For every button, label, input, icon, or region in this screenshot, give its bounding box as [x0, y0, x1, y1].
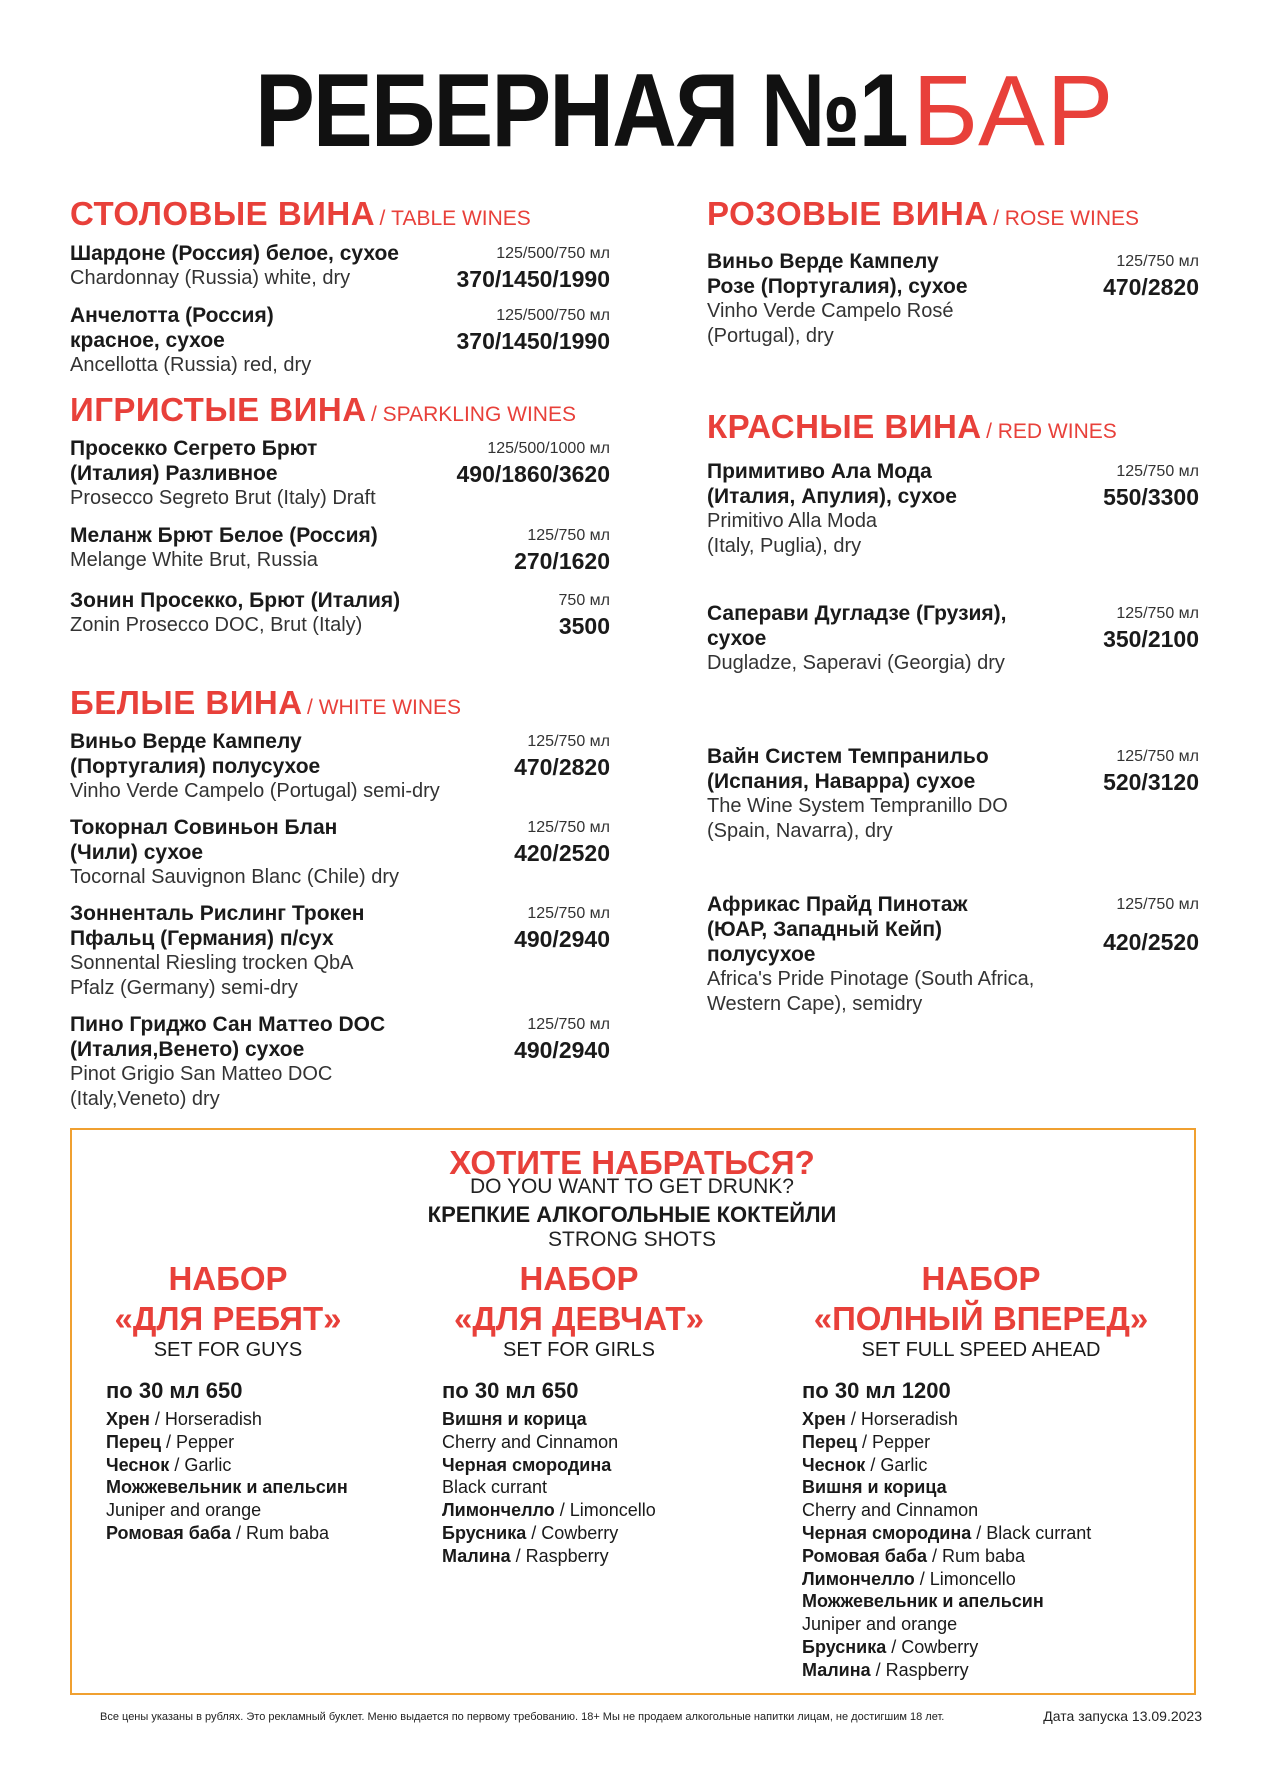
- set-ingredient: [802, 1431, 930, 1454]
- wine-name-ru: красное, сухое: [70, 329, 225, 352]
- ingredient-ru: Малина: [802, 1659, 871, 1680]
- set-ingredient: [802, 1408, 958, 1431]
- wine-volume: 125/750 мл: [1116, 896, 1199, 913]
- wine-volume: 125/500/750 мл: [496, 307, 610, 324]
- set-price: по 30 мл 1200: [802, 1378, 951, 1403]
- ingredient-ru: Перец: [802, 1431, 858, 1452]
- wine-name-ru: Саперави Дугладзе (Грузия),: [707, 602, 1007, 625]
- wine-name-ru: (Италия) Разливное: [70, 462, 278, 485]
- section-title-ru: БЕЛЫЕ ВИНА: [70, 684, 303, 721]
- wine-name-ru: Пфальц (Германия) п/сух: [70, 927, 334, 950]
- wine-name-en: Chardonnay (Russia) white, dry: [70, 267, 351, 289]
- ingredient-en: / Cowberry: [886, 1637, 979, 1657]
- wine-name-en: (Italy, Puglia), dry: [707, 535, 862, 557]
- ingredient-ru: Чеснок: [802, 1454, 866, 1475]
- logo-bar: БАР: [912, 55, 1116, 167]
- wine-name-ru: (Чили) сухое: [70, 841, 204, 864]
- section-heading: [70, 393, 576, 427]
- wine-price: 370/1450/1990: [456, 328, 610, 354]
- set-ingredient: [802, 1613, 957, 1636]
- wine-volume: 125/750 мл: [1116, 253, 1199, 270]
- set-ingredient: [802, 1659, 969, 1682]
- ingredient-en: / Pepper: [161, 1431, 235, 1452]
- wine-volume: 125/750 мл: [527, 905, 610, 922]
- set-ingredient: [802, 1545, 1025, 1568]
- promo-subtitle: DO YOU WANT TO GET DRUNK?: [469, 1175, 794, 1198]
- wine-item: [70, 901, 610, 1001]
- wine-volume: 125/500/1000 мл: [487, 440, 610, 457]
- ingredient-ru: Хрен: [106, 1409, 150, 1429]
- ingredient-en: / Limoncello: [554, 1500, 656, 1521]
- logo-name: РЕБЕРНАЯ №1: [254, 53, 907, 169]
- wine-price: 470/2820: [1103, 274, 1199, 300]
- section-heading: [707, 410, 1117, 444]
- wine-name-ru: Африкас Прайд Пинотаж: [707, 893, 968, 916]
- wine-name-en: Pinot Grigio San Matteo DOC: [70, 1063, 333, 1085]
- wine-price: 270/1620: [514, 548, 610, 574]
- wine-name-en: Africa's Pride Pinotage (South Africa,: [707, 968, 1035, 990]
- ingredient-ru: Чеснок: [106, 1454, 170, 1475]
- set-ingredient: [106, 1499, 261, 1522]
- section-title-ru: РОЗОВЫЕ ВИНА: [707, 195, 989, 232]
- ingredient-ru: Перец: [106, 1431, 162, 1452]
- ingredient-ru: Можжевельник и апельсин: [106, 1477, 348, 1498]
- wine-name-ru: Зонненталь Рислинг Трокен: [70, 902, 365, 925]
- wine-name-ru: Шардоне (Россия) белое, сухое: [70, 242, 399, 265]
- wine-name-en: Pfalz (Germany) semi-dry: [70, 977, 298, 999]
- wine-name-en: (Italy,Veneto) dry: [70, 1088, 220, 1110]
- wine-item: [707, 744, 1199, 844]
- wine-name-ru: Виньо Верде Кампелу: [70, 730, 302, 753]
- wine-name-en: Vinho Verde Campelo (Portugal) semi-dry: [70, 780, 440, 802]
- set-ingredient: [802, 1590, 1044, 1613]
- wine-name-en: Zonin Prosecco DOC, Brut (Italy): [70, 614, 363, 636]
- ingredient-ru: Лимончелло: [802, 1568, 915, 1589]
- ingredient-ru: Брусника: [442, 1523, 527, 1543]
- ingredient-en: / Rum baba: [231, 1523, 330, 1543]
- wine-price: 350/2100: [1103, 626, 1199, 652]
- wine-item: [707, 601, 1199, 676]
- set-ingredient: [106, 1431, 234, 1454]
- wine-name-ru: (Португалия) полусухое: [70, 755, 321, 778]
- wine-price: 470/2820: [514, 754, 610, 780]
- wine-item: [70, 1012, 610, 1112]
- ingredient-ru: Можжевельник и апельсин: [802, 1591, 1044, 1612]
- wine-name-ru: сухое: [707, 627, 767, 650]
- ingredient-ru: Малина: [442, 1545, 511, 1566]
- logo: [0, 52, 1264, 172]
- footer-date: Дата запуска 13.09.2023: [1043, 1708, 1202, 1724]
- ingredient-ru: Черная смородина: [442, 1454, 612, 1475]
- wine-item: [70, 241, 610, 291]
- wine-name-ru: Пино Гриджо Сан Маттео DOC: [70, 1013, 386, 1036]
- ingredient-ru: Черная смородина: [802, 1523, 972, 1543]
- wine-name-ru: Вайн Систем Темпранильо: [707, 745, 989, 768]
- wine-volume: 125/750 мл: [527, 527, 610, 544]
- set-ingredient: [802, 1522, 1091, 1545]
- set-ingredient: [802, 1636, 978, 1659]
- ingredient-ru: Ромовая баба: [802, 1545, 927, 1566]
- wine-price: 490/2940: [514, 1037, 610, 1063]
- wine-price: 550/3300: [1103, 484, 1199, 510]
- ingredient-en: / Black currant: [971, 1523, 1092, 1543]
- wine-volume: 750 мл: [558, 592, 610, 609]
- set-ingredient: [442, 1431, 618, 1454]
- set-title-en: SET FOR GUYS: [153, 1339, 303, 1361]
- set-title-name: «ПОЛНЫЙ ВПЕРЕД»: [813, 1300, 1149, 1337]
- section-heading: [70, 686, 461, 720]
- set-ingredient: [106, 1476, 348, 1499]
- section-title-en: / SPARKLING WINES: [370, 403, 576, 426]
- wine-name-ru: (Италия, Апулия), сухое: [707, 485, 957, 508]
- wine-name-ru: Анчелотта (Россия): [70, 304, 274, 327]
- wine-volume: 125/750 мл: [1116, 463, 1199, 480]
- wine-name-ru: Примитиво Ала Мода: [707, 460, 932, 483]
- section-title-en: / TABLE WINES: [379, 207, 531, 230]
- wine-item: [70, 436, 610, 511]
- wine-name-ru: Зонин Просекко, Брют (Италия): [70, 589, 401, 612]
- section-title-en: / RED WINES: [986, 420, 1117, 443]
- set-ingredient: [106, 1522, 329, 1545]
- section-heading: [70, 197, 531, 231]
- wine-name-ru: Просекко Сегрето Брют: [70, 437, 318, 460]
- set-ingredient: [802, 1499, 978, 1522]
- ingredient-en: Cherry and Cinnamon: [442, 1431, 619, 1452]
- wine-price: 490/1860/3620: [456, 461, 610, 487]
- wine-name-ru: Виньо Верде Кампелу: [707, 250, 939, 273]
- wine-price: 490/2940: [514, 926, 610, 952]
- wine-name-en: (Spain, Navarra), dry: [707, 820, 893, 842]
- set-ingredient: [802, 1568, 1016, 1591]
- set-ingredient: [442, 1408, 587, 1431]
- wine-name-en: Melange White Brut, Russia: [70, 549, 318, 571]
- ingredient-en: Cherry and Cinnamon: [802, 1500, 979, 1521]
- wine-name-ru: Меланж Брют Белое (Россия): [70, 524, 378, 547]
- wine-name-en: Sonnental Riesling trocken QbA: [70, 952, 354, 974]
- wine-volume: 125/750 мл: [527, 819, 610, 836]
- set-ingredient: [442, 1499, 656, 1522]
- ingredient-en: Black currant: [442, 1477, 548, 1498]
- wine-volume: 125/750 мл: [527, 1016, 610, 1033]
- wine-item: [707, 459, 1199, 559]
- ingredient-ru: Вишня и корица: [442, 1409, 587, 1429]
- wine-item: [70, 588, 610, 638]
- ingredient-ru: Лимончелло: [442, 1500, 555, 1521]
- set-title: НАБОР: [519, 1260, 639, 1297]
- wine-name-ru: полусухое: [707, 943, 816, 966]
- wine-item: [70, 303, 610, 378]
- section-heading: [707, 197, 1139, 231]
- wine-volume: 125/500/750 мл: [496, 245, 610, 262]
- ingredient-en: Juniper and orange: [106, 1500, 262, 1521]
- set-title-en: SET FULL SPEED AHEAD: [861, 1339, 1101, 1361]
- wine-volume: 125/750 мл: [1116, 605, 1199, 622]
- ingredient-en: / Rum baba: [927, 1545, 1026, 1566]
- promo-title: ХОТИТЕ НАБРАТЬСЯ?: [449, 1144, 815, 1181]
- promo-heading-en: STRONG SHOTS: [547, 1228, 716, 1251]
- wine-name-ru: (Испания, Наварра) сухое: [707, 770, 976, 793]
- set-price: по 30 мл 650: [106, 1378, 243, 1403]
- wine-item: [707, 249, 1199, 349]
- ingredient-en: / Raspberry: [870, 1659, 969, 1680]
- wine-name-ru: (ЮАР, Западный Кейп): [707, 918, 943, 941]
- footer-disclaimer: Все цены указаны в рублях. Это рекламный буклет. Меню выдается по первому требованию. 18+ Мы не продаем алкогольные напитки лицам, не достигшим 18 лет.: [100, 1711, 945, 1723]
- wine-name-ru: Розе (Португалия), сухое: [707, 275, 968, 298]
- set-ingredient: [442, 1454, 611, 1477]
- set-title-name: «ДЛЯ РЕБЯТ»: [114, 1300, 342, 1337]
- ingredient-en: / Pepper: [857, 1431, 931, 1452]
- wine-name-en: Primitivo Alla Moda: [707, 510, 878, 532]
- wine-name-en: Dugladze, Saperavi (Georgia) dry: [707, 652, 1005, 674]
- ingredient-en: / Garlic: [865, 1454, 928, 1475]
- set-price: по 30 мл 650: [442, 1378, 579, 1403]
- set-ingredient: [802, 1476, 947, 1499]
- wine-price: 3500: [558, 613, 610, 639]
- section-title-en: / ROSE WINES: [993, 207, 1139, 230]
- wine-price: 420/2520: [1103, 929, 1199, 955]
- wine-name-en: Prosecco Segreto Brut (Italy) Draft: [70, 487, 376, 509]
- ingredient-ru: Ромовая баба: [106, 1523, 231, 1543]
- ingredient-en: / Limoncello: [914, 1568, 1016, 1589]
- set-ingredient: [442, 1476, 547, 1499]
- wine-name-en: Ancellotta (Russia) red, dry: [70, 354, 312, 376]
- ingredient-en: / Cowberry: [526, 1523, 619, 1543]
- set-title-name: «ДЛЯ ДЕВЧАТ»: [454, 1300, 704, 1337]
- set-ingredient: [106, 1408, 262, 1431]
- ingredient-en: / Garlic: [169, 1454, 232, 1475]
- wine-name-en: Vinho Verde Campelo Rosé: [707, 300, 954, 322]
- wine-volume: 125/750 мл: [527, 733, 610, 750]
- section-title-ru: СТОЛОВЫЕ ВИНА: [70, 195, 376, 232]
- set-ingredient: [442, 1522, 618, 1545]
- set-title: НАБОР: [168, 1260, 288, 1297]
- set-title-en: SET FOR GIRLS: [503, 1339, 655, 1361]
- wine-price: 370/1450/1990: [456, 266, 610, 292]
- ingredient-ru: Брусника: [802, 1637, 887, 1657]
- set-ingredient: [802, 1454, 927, 1477]
- wine-item: [707, 892, 1199, 1017]
- ingredient-en: / Horseradish: [845, 1409, 958, 1429]
- set-ingredient: [442, 1545, 609, 1568]
- wine-name-en: Western Cape), semidry: [707, 993, 923, 1015]
- ingredient-en: / Raspberry: [510, 1545, 609, 1566]
- section-title-en: / WHITE WINES: [307, 696, 462, 719]
- wine-price: 420/2520: [514, 840, 610, 866]
- ingredient-en: Juniper and orange: [802, 1614, 958, 1635]
- wine-item: [70, 815, 610, 890]
- ingredient-en: / Horseradish: [149, 1409, 262, 1429]
- wine-name-en: Tocornal Sauvignon Blanc (Chile) dry: [70, 866, 400, 888]
- wine-item: [70, 523, 610, 573]
- wine-name-en: (Portugal), dry: [707, 325, 834, 347]
- promo-heading: КРЕПКИЕ АЛКОГОЛЬНЫЕ КОКТЕЙЛИ: [427, 1202, 837, 1227]
- ingredient-ru: Вишня и корица: [802, 1477, 947, 1498]
- wine-name-en: The Wine System Tempranillo DO: [707, 795, 1008, 817]
- wine-name-ru: (Италия,Венето) сухое: [70, 1038, 305, 1061]
- wine-price: 520/3120: [1103, 769, 1199, 795]
- wine-name-ru: Токорнал Совиньон Блан: [70, 816, 338, 839]
- set-title: НАБОР: [921, 1260, 1041, 1297]
- section-title-ru: КРАСНЫЕ ВИНА: [707, 408, 982, 445]
- set-ingredient: [106, 1454, 231, 1477]
- wine-volume: 125/750 мл: [1116, 748, 1199, 765]
- wine-item: [70, 729, 610, 804]
- section-title-ru: ИГРИСТЫЕ ВИНА: [70, 391, 367, 428]
- ingredient-ru: Хрен: [802, 1409, 846, 1429]
